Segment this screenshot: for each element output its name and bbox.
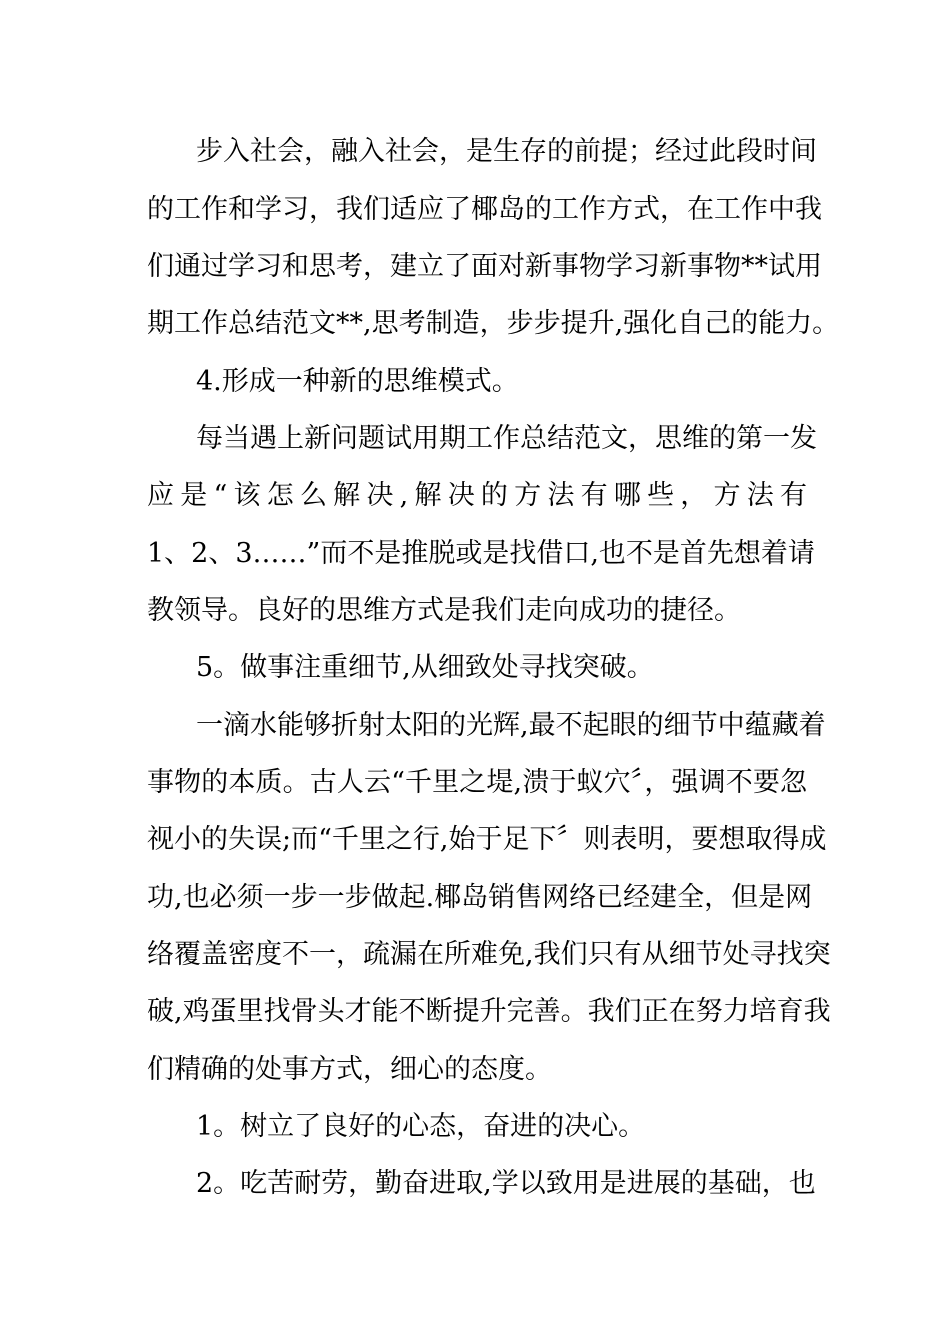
paragraph-3-line-6: 破,鸡蛋里找骨头才能不断提升完善。我们正在努力培育我 — [147, 996, 831, 1027]
paragraph-3-line-7: 们精确的处事方式，细心的态度。 — [147, 1054, 552, 1085]
paragraph-2-line-4: 教领导。良好的思维方式是我们走向成功的捷径。 — [147, 595, 741, 626]
paragraph-1-line-3: 们通过学习和思考，建立了面对新事物学习新事物**试用 — [147, 251, 822, 282]
paragraph-1-line-1: 步入社会，融入社会，是生存的前提；经过此段时间 — [196, 136, 817, 167]
list-item-2: 2。吃苦耐劳，勤奋进取,学以致用是进展的基础，也 — [196, 1168, 816, 1199]
paragraph-3-line-5: 络覆盖密度不一，疏漏在所难免,我们只有从细节处寻找突 — [147, 939, 831, 970]
paragraph-1-line-2: 的工作和学习，我们适应了椰岛的工作方式，在工作中我 — [147, 194, 822, 225]
paragraph-2-line-1: 每当遇上新问题试用期工作总结范文，思维的第一发 — [196, 423, 817, 454]
paragraph-2-line-2: 应是“该怎么解决,解决的方法有哪些，方法有 — [147, 480, 807, 511]
paragraph-3-line-4: 功,也必须一步一步做起.椰岛销售网络已经建全，但是网 — [147, 882, 813, 913]
list-item-1: 1。树立了良好的心态，奋进的决心。 — [196, 1111, 646, 1142]
paragraph-3-line-2: 事物的本质。古人云“千里之堤,溃于蚁穴〞，强调不要忽 — [147, 767, 807, 798]
heading-5: 5。做事注重细节,从细致处寻找突破。 — [196, 652, 654, 683]
heading-4: 4.形成一种新的思维模式。 — [196, 366, 519, 397]
paragraph-3-line-1: 一滴水能够折射太阳的光辉,最不起眼的细节中蕴藏着 — [196, 710, 826, 741]
paragraph-1-line-4: 期工作总结范文**,思考制造，步步提升,强化自己的能力。 — [147, 308, 840, 339]
paragraph-2-line-3: 1、2、3……”而不是推脱或是找借口,也不是首先想着请 — [147, 538, 815, 569]
paragraph-3-line-3: 视小的失误;而“千里之行,始于足下〞则表明，要想取得成 — [147, 824, 827, 855]
